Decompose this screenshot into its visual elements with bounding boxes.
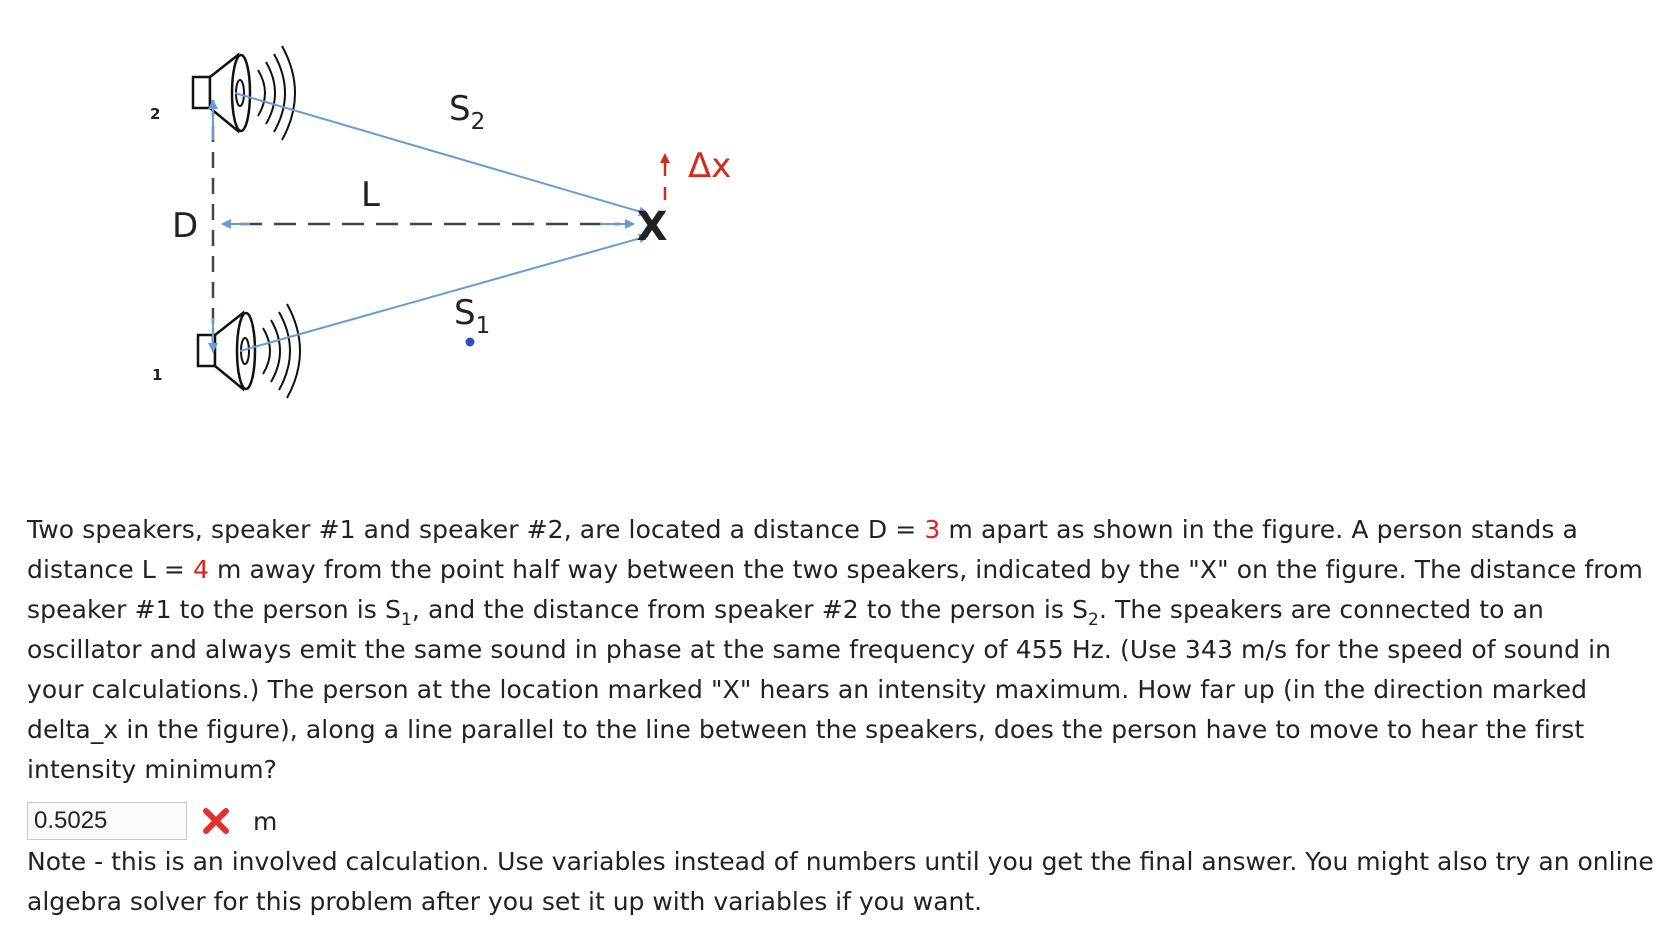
s2-path-line (235, 93, 648, 214)
s2-label: $S_2$ (449, 89, 486, 135)
d-label: D (172, 206, 199, 246)
s2-subscript: 2 (1088, 610, 1099, 630)
speaker-2-number: 2 (150, 105, 161, 123)
answer-row (27, 800, 277, 842)
dx-label: Δx (688, 146, 732, 186)
interference-figure (0, 0, 760, 440)
person-x-marker: X (636, 204, 668, 250)
s1-dot (466, 338, 475, 347)
answer-input[interactable] (27, 802, 187, 840)
s1-subscript: 1 (400, 610, 412, 630)
l-label: L (361, 175, 380, 215)
answer-unit: m (253, 806, 278, 836)
s1-path-line (240, 236, 648, 351)
question-part-4: , and the distance from speaker #2 to the person is S (411, 595, 1089, 624)
wrong-x-icon (201, 806, 231, 836)
note-text: Note - this is an involved calculation. Use variables instead of numbers until you get the final answer. You might also try an online algebra solver for this problem after you set it up with variables if you want. (27, 847, 1654, 916)
question-part-5: . The speakers are connected to an oscillator and always emit the same sound in phase at the same frequency of 455 Hz. (Use 343 m/s for the speed of sound in your calculations.) The person at the location marked "X" hears an intensity maximum. How far up (in the direction marked delta_x in the figure), along a line parallel to the line between the speakers, does the person have to move to hear the first intensity minimum? (27, 595, 1612, 784)
question-part-3: m away from the point half way between the two speakers, indicated by the "X" on the figure. The distance from speaker #1 to the person is S (27, 555, 1643, 624)
s1-label: $S_1$ (454, 293, 491, 339)
speaker-1-icon (198, 313, 255, 389)
distance-l-value: 4 (192, 555, 209, 584)
question-part-1: Two speakers, speaker #1 and speaker #2, are located a distance D = (27, 515, 925, 544)
sound-waves-2-icon (258, 46, 295, 140)
speaker-2-icon (193, 55, 250, 131)
question-part-2: m apart as shown in the figure. A person stands a distance L = (27, 515, 1578, 584)
speaker-1-number: 1 (152, 366, 163, 384)
sound-waves-1-icon (263, 304, 300, 398)
question-text (27, 510, 1657, 790)
distance-d-value: 3 (924, 515, 941, 544)
